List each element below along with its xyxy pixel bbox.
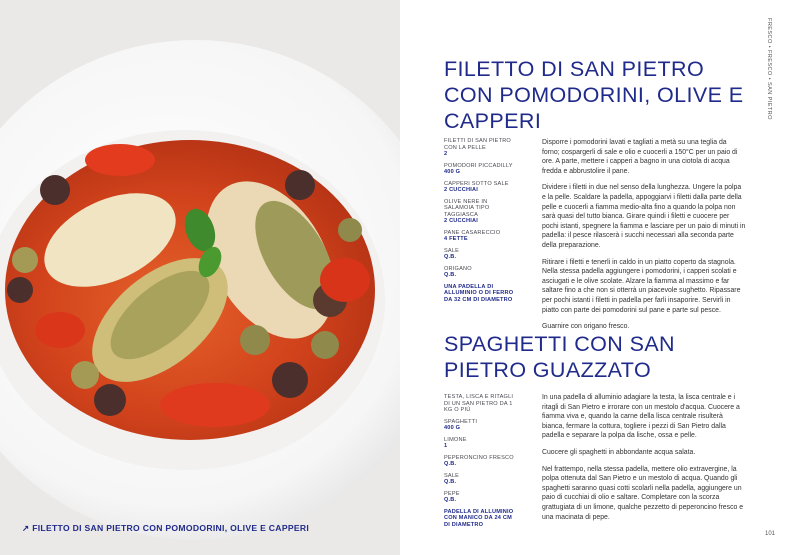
method-step: Ritirare i filetti e tenerli in caldo in un piatto coperto da stagnola. Nella stessa padella aggiungere i pomodorini, i capperi scolati e asciugati e le olive scolate. Alzare la fiamma al massimo e far saltare fino a che non si otterrà un piacevole sughetto. Ripassare per pochi istanti i filetti in padella per farli insaporire. Servirli in piatto con parte dei pomodorini sul pane e parte sul pesce. — [542, 258, 741, 314]
ingredient-name: PEPE — [444, 490, 460, 497]
recipe-method — [542, 138, 746, 339]
ingredient-item — [444, 473, 518, 486]
ingredient-name: ORIGANO — [444, 265, 472, 272]
ingredient-name: SALE — [444, 247, 460, 254]
method-step: Cuocere gli spaghetti in abbondante acqua salata. — [542, 448, 696, 456]
ingredient-name: SALE — [444, 472, 460, 479]
ingredient-qty: 400 G — [444, 425, 461, 431]
ingredient-qty: 400 G — [444, 169, 461, 175]
ingredient-qty: Q.B. — [444, 479, 457, 485]
ingredient-item — [444, 181, 518, 194]
ingredient-item — [444, 419, 518, 432]
ingredient-item — [444, 394, 518, 414]
method-step: Guarnire con origano fresco. — [542, 323, 630, 331]
ingredient-name: POMODORI PICCADILLY — [444, 162, 513, 169]
ingredient-qty: 2 — [444, 151, 448, 157]
method-step: In una padella di alluminio adagiare la testa, la lisca centrale e i ritagli di San Pietro e irrorare con un mestolo d'acqua. Cuocere a fiamma viva e, quando la carne della lisca centrale risulterà bianca, fermare la cottura, togliere i pezzi di San Pietro dalla padella e separare la polpa da lische, ossa e pelle. — [542, 394, 740, 440]
ingredient-item — [444, 491, 518, 504]
equipment-note: PADELLA DI ALLUMINIO CON MANICO DA 24 CM DI DIAMETRO — [444, 508, 514, 528]
ingredient-qty: 1 — [444, 443, 448, 449]
recipe-method — [542, 393, 746, 529]
recipe-title: FILETTO DI SAN PIETRO CON POMODORINI, OLIVE E CAPPERI — [444, 57, 744, 133]
ingredient-name: FILETTI DI SAN PIETRO CON LA PELLE — [444, 138, 511, 151]
ingredient-qty: Q.B. — [444, 461, 457, 467]
ingredient-item — [444, 266, 518, 279]
ingredient-list — [444, 138, 518, 303]
right-page — [400, 0, 800, 555]
ingredient-qty: Q.B. — [444, 497, 457, 503]
ingredient-name: CAPPERI SOTTO SALE — [444, 180, 509, 187]
equipment-note: UNA PADELLA DI ALLUMINIO O DI FERRO DA 32 CM DI DIAMETRO — [444, 283, 514, 303]
ingredient-item — [444, 163, 518, 176]
ingredient-item — [444, 248, 518, 261]
recipe-title: SPAGHETTI CON SAN PIETRO GUAZZATO — [444, 332, 675, 382]
photo-caption: ↗ FILETTO DI SAN PIETRO CON POMODORINI, OLIVE E CAPPERI — [22, 523, 310, 533]
method-step: Dividere i filetti in due nel senso della lunghezza. Ungere la polpa e la pelle. Scaldare la padella, appoggiarvi i filetti dalla parte della pelle e cuocerli a fiamma medio-alta fino a quando la polpa non sarà quasi del tutto bianca. Girare quindi i filetti e cuocere per pochi istanti, spegnere la fiamma e lasciare per un paio di minuti in padella: il pesce rilascerà i succhi necessari alla seconda parte della preparazione. — [542, 184, 746, 249]
ingredient-item — [444, 138, 518, 158]
ingredient-qty: Q.B. — [444, 272, 457, 278]
ingredient-name: PANE CASARECCIO — [444, 229, 501, 236]
ingredient-qty: 4 FETTE — [444, 236, 468, 242]
running-header: FRESCO • FRESCO • SAN PIETRO — [766, 18, 772, 120]
ingredient-qty: 2 CUCCHIAI — [444, 218, 479, 224]
ingredient-item — [444, 437, 518, 450]
method-step: Disporre i pomodorini lavati e tagliati a metà su una teglia da forno; cospargerli di sale e olio e cuocerli a 150°C per un paio di ore. A parte, mettere i capperi a bagno in una ciotola di acqua fredda e abbrustolire il pane. — [542, 139, 738, 175]
ingredient-name: OLIVE NERE IN SALAMOIA TIPO TAGGIASCA — [444, 198, 490, 218]
ingredient-qty: Q.B. — [444, 254, 457, 260]
ingredient-item — [444, 455, 518, 468]
ingredient-qty: 2 CUCCHIAI — [444, 187, 479, 193]
ingredient-item — [444, 199, 518, 225]
ingredient-name: TESTA, LISCA E RITAGLI DI UN SAN PIETRO DA 1 KG O PIÙ — [444, 394, 514, 413]
ingredient-name: LIMONE — [444, 436, 467, 443]
method-step: Nel frattempo, nella stessa padella, mettere olio extravergine, la polpa ottenuta dal San Pietro e un mestolo di acqua. Quando gli spaghetti saranno quasi cotti scolarli nella padella, aggiungere un paio di cucchiai di olio e saltare. Completare con la scorza grattugiata di un limone, qualche pezzetto di peperoncino fresco e una macinata di pepe. — [542, 465, 744, 521]
page-number: 101 — [765, 531, 776, 537]
ingredient-name: SPAGHETTI — [444, 418, 478, 425]
ingredient-name: PEPERONCINO FRESCO — [444, 454, 514, 461]
ingredient-list — [444, 394, 518, 528]
ingredient-item — [444, 230, 518, 243]
